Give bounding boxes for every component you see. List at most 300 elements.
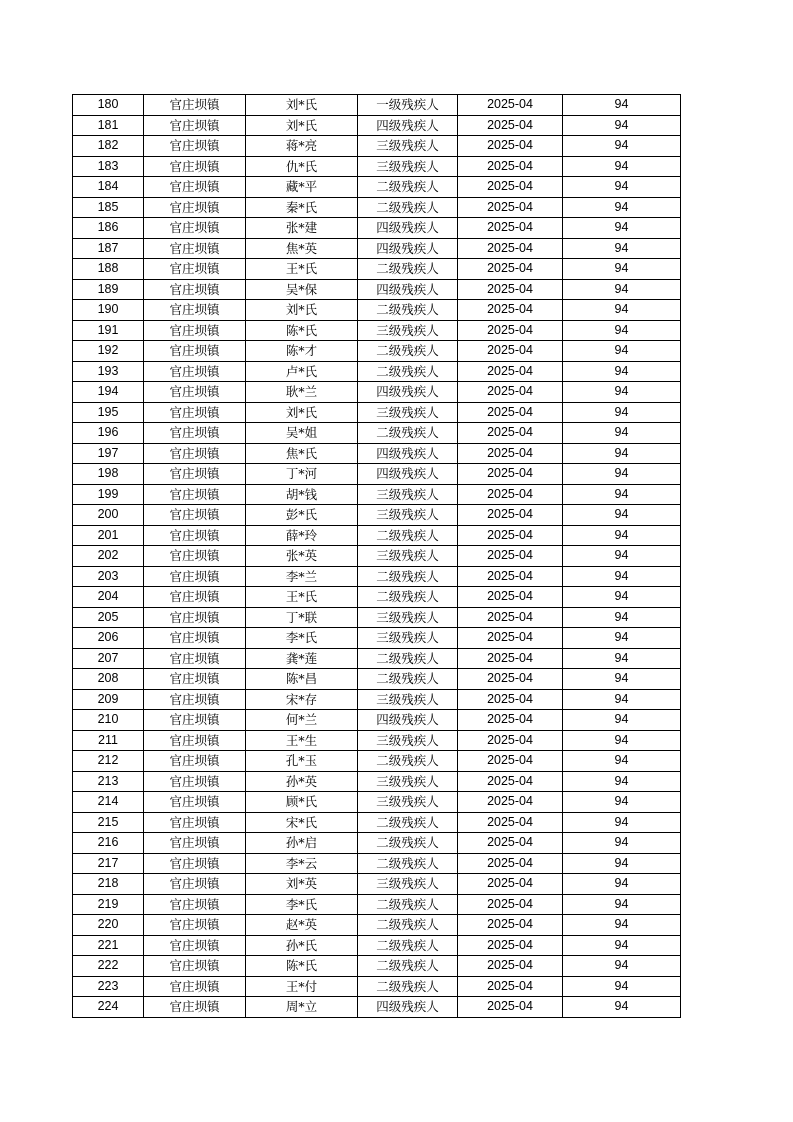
disability-level-cell: 二级残疾人 [358,915,458,936]
month-cell: 2025-04 [458,218,563,239]
person-name-cell: 刘*氏 [246,115,358,136]
month-cell: 2025-04 [458,587,563,608]
town-cell: 官庄坝镇 [144,607,246,628]
town-cell: 官庄坝镇 [144,259,246,280]
amount-cell: 94 [563,566,681,587]
amount-cell: 94 [563,341,681,362]
town-cell: 官庄坝镇 [144,546,246,567]
disability-level-cell: 三级残疾人 [358,792,458,813]
month-cell: 2025-04 [458,259,563,280]
amount-cell: 94 [563,443,681,464]
month-cell: 2025-04 [458,525,563,546]
amount-cell: 94 [563,915,681,936]
row-number-cell: 211 [73,730,144,751]
table-row [73,669,681,690]
table-row [73,259,681,280]
amount-cell: 94 [563,976,681,997]
month-cell: 2025-04 [458,279,563,300]
town-cell: 官庄坝镇 [144,238,246,259]
row-number-cell: 216 [73,833,144,854]
row-number-cell: 187 [73,238,144,259]
table-row [73,874,681,895]
month-cell: 2025-04 [458,484,563,505]
amount-cell: 94 [563,997,681,1018]
town-cell: 官庄坝镇 [144,771,246,792]
disability-level-cell: 三级残疾人 [358,607,458,628]
amount-cell: 94 [563,218,681,239]
table-row [73,751,681,772]
town-cell: 官庄坝镇 [144,792,246,813]
table-row [73,423,681,444]
month-cell: 2025-04 [458,566,563,587]
person-name-cell: 丁*河 [246,464,358,485]
disability-level-cell: 四级残疾人 [358,710,458,731]
amount-cell: 94 [563,423,681,444]
table-row [73,587,681,608]
amount-cell: 94 [563,689,681,710]
disability-level-cell: 四级残疾人 [358,238,458,259]
row-number-cell: 185 [73,197,144,218]
table-row [73,792,681,813]
disability-level-cell: 三级残疾人 [358,628,458,649]
disability-level-cell: 四级残疾人 [358,218,458,239]
table-row [73,607,681,628]
amount-cell: 94 [563,546,681,567]
town-cell: 官庄坝镇 [144,587,246,608]
month-cell: 2025-04 [458,300,563,321]
month-cell: 2025-04 [458,771,563,792]
disability-level-cell: 三级残疾人 [358,874,458,895]
town-cell: 官庄坝镇 [144,997,246,1018]
amount-cell: 94 [563,669,681,690]
person-name-cell: 孙*氏 [246,935,358,956]
town-cell: 官庄坝镇 [144,156,246,177]
month-cell: 2025-04 [458,874,563,895]
table-row [73,730,681,751]
amount-cell: 94 [563,956,681,977]
disability-level-cell: 四级残疾人 [358,382,458,403]
table-row [73,628,681,649]
town-cell: 官庄坝镇 [144,136,246,157]
disability-level-cell: 四级残疾人 [358,464,458,485]
month-cell: 2025-04 [458,997,563,1018]
row-number-cell: 180 [73,95,144,116]
month-cell: 2025-04 [458,648,563,669]
town-cell: 官庄坝镇 [144,956,246,977]
month-cell: 2025-04 [458,935,563,956]
person-name-cell: 张*建 [246,218,358,239]
person-name-cell: 王*氏 [246,587,358,608]
month-cell: 2025-04 [458,402,563,423]
month-cell: 2025-04 [458,505,563,526]
month-cell: 2025-04 [458,669,563,690]
disability-level-cell: 二级残疾人 [358,259,458,280]
person-name-cell: 陈*昌 [246,669,358,690]
row-number-cell: 186 [73,218,144,239]
row-number-cell: 193 [73,361,144,382]
month-cell: 2025-04 [458,956,563,977]
disability-level-cell: 二级残疾人 [358,525,458,546]
disability-level-cell: 二级残疾人 [358,751,458,772]
table-row [73,361,681,382]
row-number-cell: 201 [73,525,144,546]
row-number-cell: 204 [73,587,144,608]
amount-cell: 94 [563,730,681,751]
month-cell: 2025-04 [458,156,563,177]
row-number-cell: 191 [73,320,144,341]
person-name-cell: 李*氏 [246,628,358,649]
month-cell: 2025-04 [458,730,563,751]
table-row [73,525,681,546]
table-row [73,935,681,956]
amount-cell: 94 [563,361,681,382]
month-cell: 2025-04 [458,751,563,772]
person-name-cell: 张*英 [246,546,358,567]
town-cell: 官庄坝镇 [144,935,246,956]
row-number-cell: 214 [73,792,144,813]
amount-cell: 94 [563,751,681,772]
disability-level-cell: 二级残疾人 [358,833,458,854]
disability-level-cell: 二级残疾人 [358,177,458,198]
person-name-cell: 周*立 [246,997,358,1018]
table-row [73,279,681,300]
disability-level-cell: 三级残疾人 [358,505,458,526]
person-name-cell: 宋*存 [246,689,358,710]
table-row [73,833,681,854]
town-cell: 官庄坝镇 [144,402,246,423]
amount-cell: 94 [563,525,681,546]
disability-level-cell: 二级残疾人 [358,853,458,874]
row-number-cell: 221 [73,935,144,956]
amount-cell: 94 [563,771,681,792]
disability-level-cell: 三级残疾人 [358,136,458,157]
town-cell: 官庄坝镇 [144,423,246,444]
row-number-cell: 192 [73,341,144,362]
row-number-cell: 223 [73,976,144,997]
disability-level-cell: 三级残疾人 [358,730,458,751]
town-cell: 官庄坝镇 [144,648,246,669]
row-number-cell: 224 [73,997,144,1018]
month-cell: 2025-04 [458,710,563,731]
table-row [73,238,681,259]
amount-cell: 94 [563,156,681,177]
amount-cell: 94 [563,464,681,485]
month-cell: 2025-04 [458,238,563,259]
row-number-cell: 182 [73,136,144,157]
month-cell: 2025-04 [458,628,563,649]
table-row [73,771,681,792]
table-row [73,300,681,321]
table-row [73,484,681,505]
town-cell: 官庄坝镇 [144,833,246,854]
month-cell: 2025-04 [458,894,563,915]
month-cell: 2025-04 [458,95,563,116]
amount-cell: 94 [563,382,681,403]
row-number-cell: 203 [73,566,144,587]
amount-cell: 94 [563,402,681,423]
amount-cell: 94 [563,587,681,608]
person-name-cell: 胡*钱 [246,484,358,505]
disability-level-cell: 三级残疾人 [358,771,458,792]
town-cell: 官庄坝镇 [144,464,246,485]
town-cell: 官庄坝镇 [144,915,246,936]
amount-cell: 94 [563,115,681,136]
town-cell: 官庄坝镇 [144,484,246,505]
table-row [73,689,681,710]
town-cell: 官庄坝镇 [144,525,246,546]
table-row [73,320,681,341]
amount-cell: 94 [563,177,681,198]
person-name-cell: 耿*兰 [246,382,358,403]
row-number-cell: 194 [73,382,144,403]
disability-level-cell: 二级残疾人 [358,935,458,956]
amount-cell: 94 [563,812,681,833]
person-name-cell: 刘*氏 [246,402,358,423]
disability-level-cell: 四级残疾人 [358,997,458,1018]
table-row [73,464,681,485]
person-name-cell: 王*付 [246,976,358,997]
town-cell: 官庄坝镇 [144,197,246,218]
month-cell: 2025-04 [458,177,563,198]
person-name-cell: 蒋*亮 [246,136,358,157]
month-cell: 2025-04 [458,341,563,362]
disability-level-cell: 四级残疾人 [358,443,458,464]
table-row [73,443,681,464]
amount-cell: 94 [563,300,681,321]
town-cell: 官庄坝镇 [144,95,246,116]
town-cell: 官庄坝镇 [144,443,246,464]
amount-cell: 94 [563,710,681,731]
town-cell: 官庄坝镇 [144,874,246,895]
table-row [73,136,681,157]
table-row [73,812,681,833]
person-name-cell: 刘*氏 [246,95,358,116]
month-cell: 2025-04 [458,607,563,628]
disability-level-cell: 二级残疾人 [358,669,458,690]
month-cell: 2025-04 [458,443,563,464]
disability-level-cell: 二级残疾人 [358,976,458,997]
disability-level-cell: 一级残疾人 [358,95,458,116]
town-cell: 官庄坝镇 [144,730,246,751]
town-cell: 官庄坝镇 [144,853,246,874]
table-row [73,95,681,116]
row-number-cell: 184 [73,177,144,198]
person-name-cell: 陈*氏 [246,956,358,977]
table-row [73,218,681,239]
month-cell: 2025-04 [458,976,563,997]
month-cell: 2025-04 [458,423,563,444]
row-number-cell: 181 [73,115,144,136]
amount-cell: 94 [563,648,681,669]
row-number-cell: 196 [73,423,144,444]
town-cell: 官庄坝镇 [144,300,246,321]
row-number-cell: 206 [73,628,144,649]
amount-cell: 94 [563,607,681,628]
person-name-cell: 顾*氏 [246,792,358,813]
month-cell: 2025-04 [458,136,563,157]
month-cell: 2025-04 [458,320,563,341]
table-row [73,341,681,362]
row-number-cell: 213 [73,771,144,792]
town-cell: 官庄坝镇 [144,689,246,710]
person-name-cell: 刘*氏 [246,300,358,321]
row-number-cell: 210 [73,710,144,731]
disability-level-cell: 二级残疾人 [358,361,458,382]
table-row [73,177,681,198]
person-name-cell: 宋*氏 [246,812,358,833]
table-row [73,894,681,915]
row-number-cell: 222 [73,956,144,977]
person-name-cell: 王*生 [246,730,358,751]
town-cell: 官庄坝镇 [144,505,246,526]
amount-cell: 94 [563,279,681,300]
disability-level-cell: 二级残疾人 [358,300,458,321]
amount-cell: 94 [563,505,681,526]
town-cell: 官庄坝镇 [144,628,246,649]
amount-cell: 94 [563,935,681,956]
person-name-cell: 孙*英 [246,771,358,792]
town-cell: 官庄坝镇 [144,115,246,136]
month-cell: 2025-04 [458,382,563,403]
table-row [73,382,681,403]
town-cell: 官庄坝镇 [144,894,246,915]
month-cell: 2025-04 [458,546,563,567]
amount-cell: 94 [563,874,681,895]
town-cell: 官庄坝镇 [144,566,246,587]
town-cell: 官庄坝镇 [144,218,246,239]
disability-level-cell: 三级残疾人 [358,156,458,177]
row-number-cell: 209 [73,689,144,710]
disability-level-cell: 二级残疾人 [358,894,458,915]
amount-cell: 94 [563,792,681,813]
disability-level-cell: 二级残疾人 [358,587,458,608]
person-name-cell: 薛*玲 [246,525,358,546]
person-name-cell: 李*氏 [246,894,358,915]
person-name-cell: 仇*氏 [246,156,358,177]
table-row [73,976,681,997]
month-cell: 2025-04 [458,792,563,813]
amount-cell: 94 [563,853,681,874]
disability-level-cell: 三级残疾人 [358,484,458,505]
row-number-cell: 212 [73,751,144,772]
disability-level-cell: 三级残疾人 [358,546,458,567]
person-name-cell: 孔*玉 [246,751,358,772]
row-number-cell: 189 [73,279,144,300]
table-row [73,853,681,874]
amount-cell: 94 [563,894,681,915]
person-name-cell: 卢*氏 [246,361,358,382]
town-cell: 官庄坝镇 [144,279,246,300]
disability-level-cell: 三级残疾人 [358,320,458,341]
table-row [73,505,681,526]
row-number-cell: 202 [73,546,144,567]
row-number-cell: 183 [73,156,144,177]
town-cell: 官庄坝镇 [144,341,246,362]
person-name-cell: 何*兰 [246,710,358,731]
person-name-cell: 吴*保 [246,279,358,300]
person-name-cell: 龚*莲 [246,648,358,669]
table-row [73,197,681,218]
table-row [73,156,681,177]
person-name-cell: 王*氏 [246,259,358,280]
person-name-cell: 彭*氏 [246,505,358,526]
town-cell: 官庄坝镇 [144,177,246,198]
table-row [73,566,681,587]
row-number-cell: 190 [73,300,144,321]
person-name-cell: 陈*才 [246,341,358,362]
person-name-cell: 丁*联 [246,607,358,628]
row-number-cell: 217 [73,853,144,874]
disability-level-cell: 二级残疾人 [358,812,458,833]
person-name-cell: 陈*氏 [246,320,358,341]
person-name-cell: 刘*英 [246,874,358,895]
month-cell: 2025-04 [458,812,563,833]
row-number-cell: 188 [73,259,144,280]
row-number-cell: 215 [73,812,144,833]
row-number-cell: 218 [73,874,144,895]
amount-cell: 94 [563,259,681,280]
town-cell: 官庄坝镇 [144,812,246,833]
person-name-cell: 孙*启 [246,833,358,854]
disability-level-cell: 二级残疾人 [358,648,458,669]
table-row [73,997,681,1018]
row-number-cell: 220 [73,915,144,936]
table-row [73,402,681,423]
town-cell: 官庄坝镇 [144,320,246,341]
person-name-cell: 藏*平 [246,177,358,198]
month-cell: 2025-04 [458,464,563,485]
table-body [73,95,681,1018]
row-number-cell: 197 [73,443,144,464]
disability-level-cell: 三级残疾人 [358,689,458,710]
disability-level-cell: 二级残疾人 [358,423,458,444]
person-name-cell: 李*云 [246,853,358,874]
person-name-cell: 焦*英 [246,238,358,259]
disability-level-cell: 二级残疾人 [358,956,458,977]
person-name-cell: 李*兰 [246,566,358,587]
amount-cell: 94 [563,197,681,218]
row-number-cell: 208 [73,669,144,690]
town-cell: 官庄坝镇 [144,382,246,403]
table-row [73,546,681,567]
person-name-cell: 秦*氏 [246,197,358,218]
month-cell: 2025-04 [458,197,563,218]
amount-cell: 94 [563,238,681,259]
table-row [73,710,681,731]
table-row [73,956,681,977]
town-cell: 官庄坝镇 [144,976,246,997]
row-number-cell: 205 [73,607,144,628]
row-number-cell: 195 [73,402,144,423]
disability-level-cell: 四级残疾人 [358,115,458,136]
person-name-cell: 赵*英 [246,915,358,936]
amount-cell: 94 [563,628,681,649]
amount-cell: 94 [563,95,681,116]
table-row [73,115,681,136]
table-row [73,915,681,936]
amount-cell: 94 [563,833,681,854]
amount-cell: 94 [563,320,681,341]
month-cell: 2025-04 [458,115,563,136]
month-cell: 2025-04 [458,915,563,936]
person-name-cell: 吴*姐 [246,423,358,444]
subsidy-table [72,94,681,1018]
disability-level-cell: 三级残疾人 [358,402,458,423]
row-number-cell: 200 [73,505,144,526]
month-cell: 2025-04 [458,853,563,874]
disability-level-cell: 二级残疾人 [358,341,458,362]
month-cell: 2025-04 [458,833,563,854]
